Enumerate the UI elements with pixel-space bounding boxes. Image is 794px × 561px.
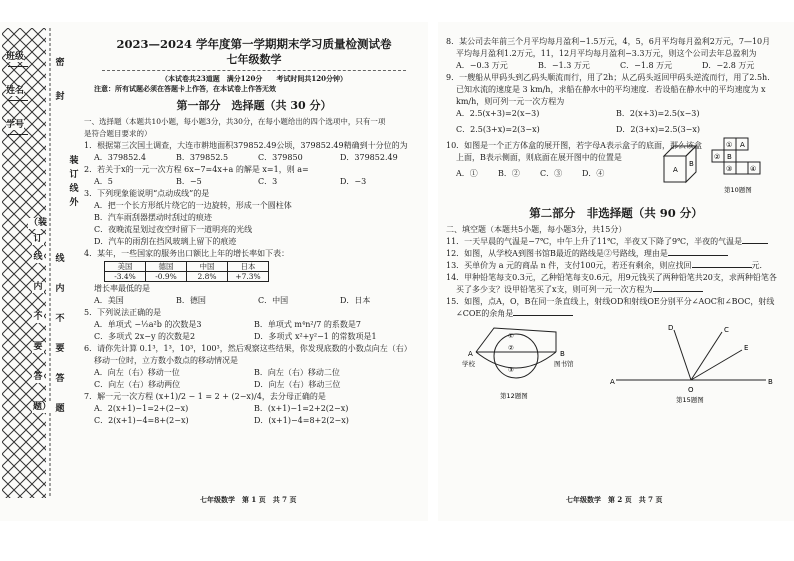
q8-option-c: C．−1.8 万元: [620, 61, 673, 70]
part1-intro: 一、选择题（本题共10小题，每小题3分，共30分，在每小题给出的四个选项中，只有一项: [84, 117, 386, 126]
figure-15: [606, 322, 776, 406]
left-column: [84, 36, 424, 427]
q7-option-d: D．(x+1)−4=8+2(2−x): [254, 416, 349, 425]
q8-options: [446, 60, 786, 72]
table-cell: 中国: [187, 262, 228, 272]
figure-10: [660, 134, 780, 196]
part1-intro-2: 是符合题目要求的）: [84, 129, 152, 138]
question-6: 6．请你先计算 0.1³，1³，10³，100³，然后观察这些结果，你发现底数的小数点向左（右）: [84, 344, 412, 353]
ray-oe: [691, 350, 742, 380]
question-9-cont-2: km/h，则可列一元一次方程为: [456, 97, 565, 106]
seal-char: 不: [55, 314, 65, 324]
seal-char: 要: [55, 344, 65, 354]
binding-line-id: [8, 134, 28, 135]
q1-options: [84, 152, 424, 164]
q12-answer-blank: [668, 255, 728, 256]
route-lower: [476, 352, 556, 368]
route-circle: [494, 334, 538, 378]
title-divider: [102, 70, 406, 71]
seal-char: （装: [28, 218, 47, 228]
seal-char: 装: [69, 156, 79, 166]
q5-options-1: [84, 319, 424, 331]
figure-15-caption: 第15题图: [676, 396, 704, 404]
table-cell: -3.4%: [105, 272, 146, 282]
net-label-1: ①: [726, 141, 733, 149]
seal-char: 内: [33, 282, 43, 292]
q9-option-c: C．2.5(3+x)=2(3−x): [456, 125, 540, 134]
net-label-a: A: [740, 141, 745, 149]
question-2: 2．若关于x的一元一次方程 6x−7=4x+a 的解是 x=1，则 a=: [84, 165, 309, 174]
school-label: 学校: [462, 360, 475, 368]
seal-char: 答: [55, 374, 65, 384]
figure-12: [456, 322, 586, 406]
q7-option-c: C．2(x+1)−4=8+(2−x): [94, 416, 189, 425]
figures-row: [446, 320, 786, 406]
binding-field-class: 班级: [6, 52, 25, 62]
label-d: D: [668, 324, 674, 332]
question-9-cont: 已知水流的速度是 3 km/h，求船在静水中的平均速度．若设船在静水中的平均速度为 x: [456, 85, 766, 94]
q2-option-d: D．−3: [340, 177, 367, 186]
q7-options-1: [84, 403, 424, 415]
box-label-a: A: [673, 166, 678, 174]
seal-char: 线: [55, 254, 65, 264]
q11-answer-blank: [742, 243, 768, 244]
exam-info: （本试卷共23道题 满分120分 考试时间共120分钟）: [161, 74, 347, 83]
q9-option-d: D．2(3+x)=2.5(3−x): [616, 125, 701, 134]
binding-strip: [2, 28, 82, 498]
q12-text: 12．如图，从学校A到图书馆B最近的路线是②号路线，理由是: [446, 249, 668, 258]
q4-option-b: B．德国: [176, 296, 206, 305]
growth-table: [104, 261, 269, 282]
binding-line-class: [8, 66, 28, 67]
seal-char: 题）: [32, 402, 51, 412]
question-7: 7．解一元一次方程 (x+1)/2 − 1 = 2 + (2−x)/4，去分母正确的是: [84, 392, 326, 401]
question-15-cont: [446, 308, 786, 320]
q6-options-1: [84, 367, 424, 379]
binding-pattern: [2, 28, 82, 498]
table-row: [105, 262, 269, 272]
q4-options: [84, 295, 424, 307]
binding-field-id: 学号: [6, 120, 25, 130]
question-10-cont: 上面，B表示侧面，则底面在展开图中的位置是: [456, 153, 622, 162]
route-label-3: ③: [508, 366, 514, 374]
question-15: 15．如图，点A，O，B在同一条直线上，射线OD和射线OE分别平分∠AOC和∠BOC，射线: [446, 297, 775, 306]
label-c: C: [724, 326, 729, 334]
q7-options-2: [84, 415, 424, 427]
q10-option-d: D．④: [582, 169, 605, 178]
q10-option-c: C．③: [540, 169, 563, 178]
q1-option-d: D．379852.49: [340, 153, 398, 162]
question-14-cont: [446, 284, 786, 296]
part2-heading: 第二部分 非选择题（共 90 分）: [529, 206, 703, 220]
q8-option-b: B．−1.3 万元: [538, 61, 590, 70]
binding-line-name: [8, 100, 28, 101]
exam-notice: 注意：所有试题必须在答题卡上作答，在本试卷上作答无效: [94, 84, 276, 93]
q2-options: [84, 176, 424, 188]
figure-12-caption: 第12题图: [500, 392, 528, 400]
question-8-cont: 平均每月盈利1.2万元，11，12月平均每月盈利−3.3万元，则这个公司去年总盈利为: [456, 49, 757, 58]
q14-text-2: 买了多少支？设甲铅笔买了x支，则可列一元一次方程为: [456, 285, 653, 294]
table-cell: 2.8%: [187, 272, 228, 282]
page-footer-2: 七年级数学 第 2 页 共 7 页: [566, 495, 663, 504]
q4-option-a: A．美国: [94, 296, 124, 305]
table-cell: -0.9%: [146, 272, 187, 282]
q5-options-2: [84, 331, 424, 343]
label-o: O: [688, 386, 694, 394]
q1-option-a: A．379852.4: [94, 153, 146, 162]
q8-option-d: D．−2.8 万元: [702, 61, 755, 70]
question-6-cont: 移动一位时，立方数小数点的移动情况是: [94, 356, 238, 365]
q1-option-c: C．379850: [258, 153, 303, 162]
question-1: 1．根据第三次国土调查，大连市耕地面积379852.49公顷，379852.49精确到十分位的为: [84, 141, 408, 150]
question-3: 3．下列现象能说明“点动成线”的是: [84, 189, 210, 198]
ray-od: [674, 330, 691, 380]
q6-options-2: [84, 379, 424, 391]
q1-option-b: B．379852.5: [176, 153, 229, 162]
q15-answer-blank: [513, 315, 573, 316]
seal-char: 线: [69, 184, 79, 194]
seal-char: 订: [33, 234, 43, 244]
point-a: A: [468, 350, 473, 358]
table-cell: 德国: [146, 262, 187, 272]
question-11: [446, 236, 786, 248]
q10-block: [446, 140, 786, 202]
binding-field-name: 姓名: [6, 86, 25, 96]
q9-option-a: A．2.5(x+3)=2(x−3): [456, 109, 540, 118]
label-e: E: [744, 344, 749, 352]
net-label-4: ④: [750, 165, 757, 173]
q5-option-c: C．多项式 2x−y 的次数是2: [94, 332, 196, 341]
net-cell: [736, 162, 748, 174]
question-13: [446, 260, 786, 272]
figure-10-caption: 第10题图: [724, 186, 752, 194]
box-label-b: B: [689, 160, 694, 168]
q9-option-b: B．2(x+3)=2.5(x−3): [616, 109, 700, 118]
question-5: 5．下列说法正确的是: [84, 308, 162, 317]
seal-char: 答: [33, 372, 43, 382]
part2-intro: 二、填空题（本题共5小题，每小题3分，共15分）: [446, 225, 627, 234]
q4-question: 增长率最低的是: [94, 284, 150, 293]
q3-option-d: D．汽车的雨刮在挡风玻璃上留下的痕迹: [94, 237, 237, 246]
q6-option-a: A．向左（右）移动一位: [94, 368, 180, 377]
label-b: B: [768, 378, 773, 386]
seal-char: 密: [55, 58, 65, 68]
seal-char: 内: [55, 284, 65, 294]
right-column: [446, 36, 786, 406]
seal-char: 题: [55, 404, 65, 414]
q10-option-a: A．①: [456, 169, 478, 178]
library-label: 图书馆: [554, 360, 574, 368]
exam-title: 2023—2024 学年度第一学期期末学习质量检测试卷: [116, 37, 392, 51]
q14-answer-blank: [653, 291, 703, 292]
q2-option-c: C．3: [258, 177, 278, 186]
part1-heading: 第一部分 选择题（共 30 分）: [176, 99, 332, 112]
question-14: 14．甲种铅笔每支0.3元，乙种铅笔每支0.6元，用9元钱买了两种铅笔共20支，求两种铅笔各: [446, 273, 777, 282]
q15-text-2: ∠COE的余角是: [456, 309, 514, 318]
page-footer-1: 七年级数学 第 1 页 共 7 页: [200, 495, 297, 504]
q5-option-a: A．单项式 −½a²b 的次数是3: [94, 320, 202, 329]
route-label-1: ①: [508, 332, 514, 340]
seal-char: 要: [33, 342, 43, 352]
q8-option-a: A．−0.3 万元: [456, 61, 508, 70]
question-8: 8．某公司去年前三个月平均每月盈利−1.5万元，4，5，6月平均每月盈利2万元，7—10月: [446, 37, 771, 46]
seal-char: 外: [69, 198, 79, 208]
seal-char: 订: [69, 170, 79, 180]
net-label-2: ②: [714, 153, 721, 161]
table-cell: 日本: [228, 262, 269, 272]
label-a: A: [610, 378, 615, 386]
q11-text: 11．一天早晨的气温是−7℃，中午上升了11℃，半夜又下降了9℃，半夜的气温是: [446, 237, 743, 246]
q4-option-c: C．中国: [258, 296, 289, 305]
question-4: 4．某年，一些国家的服务出口额比上年的增长率如下表：: [84, 249, 290, 258]
table-cell: 美国: [105, 262, 146, 272]
q5-option-d: D．多项式 x²+y²−1 的常数项是1: [254, 332, 377, 341]
q6-option-c: C．向左（右）移动两位: [94, 380, 181, 389]
question-10: 10．如图是一个正方体盒的展开图，若字母A表示盒子的底面，那么该盒: [446, 141, 702, 150]
q13-unit: 元．: [751, 261, 768, 270]
ray-oc: [691, 332, 722, 380]
route-upper: [476, 328, 556, 352]
q10-option-b: B．②: [498, 169, 520, 178]
route-label-2: ②: [508, 344, 514, 352]
q3-option-a: A．把一个长方形纸片绕它的一边旋转，形成一个圆柱体: [94, 201, 292, 210]
seal-char: 不: [33, 312, 43, 322]
seal-char: 封: [55, 92, 65, 102]
q7-option-b: B．(x+1)−1=2+2(2−x): [254, 404, 349, 413]
net-label-3: ③: [726, 165, 733, 173]
question-9: 9．一艘船从甲码头到乙码头顺流而行，用了2h；从乙码头返回甲码头逆流而行，用了2.5h．: [446, 73, 776, 82]
table-row: [105, 272, 269, 282]
q4-option-d: D．日本: [340, 296, 371, 305]
q6-option-d: D．向左（右）移动三位: [254, 380, 341, 389]
q3-option-b: B．汽车雨刮器摆动时刮过的痕迹: [94, 213, 212, 222]
exam-subject: 七年级数学: [226, 53, 282, 66]
q3-option-c: C．夜晚流星划过夜空时留下一道明亮的光线: [94, 225, 253, 234]
table-cell: +7.3%: [228, 272, 269, 282]
seal-char: 线: [33, 252, 43, 262]
q6-option-b: B．向左（右）移动二位: [254, 368, 340, 377]
q13-text: 13．买单价为 a 元的商品 n 件，支付100元，若还有剩余，则应找回: [446, 261, 692, 270]
q2-option-a: A．5: [94, 177, 113, 186]
q7-option-a: A．2(x+1)−1=2+(2−x): [94, 404, 189, 413]
point-b: B: [560, 350, 565, 358]
q5-option-b: B．单项式 m⁴n²/7 的系数是7: [254, 320, 361, 329]
net-label-b: B: [727, 153, 732, 161]
question-12: [446, 248, 786, 260]
q2-option-b: B．−5: [176, 177, 202, 186]
q9-options-1: [446, 108, 786, 120]
q13-answer-blank: [692, 267, 752, 268]
